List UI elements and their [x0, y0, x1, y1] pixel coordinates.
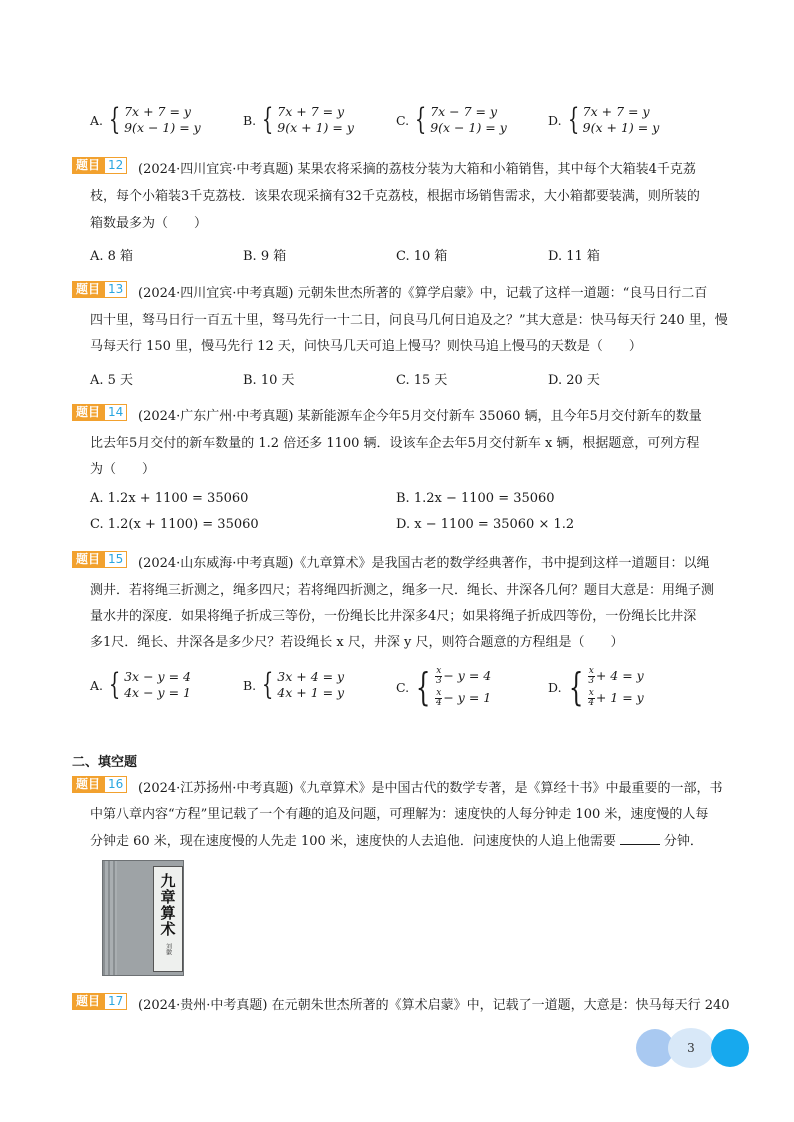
question-tag-17: 题目 17: [72, 993, 127, 1010]
brace-icon: {: [108, 667, 121, 702]
q12-option-a: A. 8 箱: [90, 249, 134, 264]
brace-icon: {: [568, 665, 583, 709]
q13-option-a: A. 5 天: [90, 373, 134, 388]
q12-option-d: D. 11 箱: [548, 249, 600, 264]
q11-option-c: C. { 7x − 7 = y 9(x − 1) = y: [396, 102, 507, 137]
q13-option-c: C. 15 天: [396, 373, 448, 388]
q15-option-d: D. { $\frac{x}{3}$ + 4 = y $\frac{x}{4}$ + 1 = y: [548, 665, 644, 709]
q12-line-1: (2024·四川宜宾·中考真题) 某果农将采摘的荔枝分装为大箱和小箱销售，其中每个大箱装4千克荔: [138, 162, 696, 177]
q12-line-3: 箱数最多为（ ）: [90, 216, 208, 231]
q11-option-d: D. { 7x + 7 = y 9(x + 1) = y: [548, 102, 660, 137]
q15-line-3: 量水井的深度．如果将绳子折成三等份，一份绳长比井深多4尺；如果将绳子折成四等份，一份绳长比井深: [90, 609, 697, 624]
question-tag-15: 题目 15: [72, 551, 127, 568]
q16-line-3: 分钟走 60 米，现在速度慢的人先走 100 米，速度快的人去追他．问速度快的人追上他需要 分钟．: [90, 834, 703, 849]
q14-option-c: C. 1.2(x + 1100) = 35060: [90, 517, 259, 532]
q16-line-1: (2024·江苏扬州·中考真题)《九章算术》是中国古代的数学专著，是《算经十书》中最重要的一部，书: [138, 781, 723, 796]
brace-icon: {: [414, 102, 427, 137]
page-number: 3: [687, 1041, 695, 1055]
q15-option-c: C. { $\frac{x}{3}$ − y = 4 $\frac{x}{4}$ − y = 1: [396, 665, 492, 709]
brace-icon: {: [567, 102, 579, 137]
question-tag-13: 题目 13: [72, 281, 127, 298]
q15-line-2: 测井．若将绳三折测之，绳多四尺；若将绳四折测之，绳多一尺．绳长、井深各几何？题目大意是：用绳子测: [90, 583, 715, 598]
question-tag-16: 题目 16: [72, 776, 127, 793]
q14-option-d: D. x − 1100 = 35060 × 1.2: [396, 517, 575, 532]
question-tag-14: 题目 14: [72, 404, 127, 421]
book-label: 九章算术 刘徽: [153, 866, 183, 972]
q14-line-1: (2024·广东广州·中考真题) 某新能源车企今年5月交付新车 35060 辆，且今年5月交付新车的数量: [138, 409, 702, 424]
brace-icon: {: [108, 102, 121, 137]
book-cover-image: [102, 860, 184, 976]
q17-line-1: (2024·贵州·中考真题) 在元朝朱世杰所著的《算术启蒙》中，记载了一道题，大意是：快马每天行 240: [138, 998, 730, 1013]
q13-line-2: 四十里，驽马日行一百五十里，驽马先行一十二日，问良马几何日追及之？”其大意是：快马每天行 240 里，慢: [90, 313, 728, 328]
book-binding: [103, 861, 117, 975]
brace-icon: {: [261, 667, 274, 702]
q12-option-c: C. 10 箱: [396, 249, 448, 264]
q14-option-b: B. 1.2x − 1100 = 35060: [396, 491, 555, 506]
brace-icon: {: [415, 665, 431, 709]
q14-line-3: 为（ ）: [90, 462, 156, 477]
q11-option-b: B. { 7x + 7 = y 9(x + 1) = y: [243, 102, 354, 137]
q13-option-b: B. 10 天: [243, 373, 295, 388]
brace-icon: {: [261, 102, 274, 137]
q15-line-4: 多1尺．绳长、井深各是多少尺？若设绳长 x 尺，井深 y 尺，则符合题意的方程组是（ ）: [90, 635, 624, 650]
q15-option-b: B. { 3x + 4 = y 4x + 1 = y: [243, 667, 345, 702]
q13-option-d: D. 20 天: [548, 373, 600, 388]
q13-line-1: (2024·四川宜宾·中考真题) 元朝朱世杰所著的《算学启蒙》中，记载了这样一道题：“良马日行二百: [138, 286, 708, 301]
q15-line-1: (2024·山东威海·中考真题)《九章算术》是我国古老的数学经典著作，书中提到这样一道题目：以绳: [138, 556, 710, 571]
q12-option-b: B. 9 箱: [243, 249, 287, 264]
question-tag-12: 题目 12: [72, 157, 127, 174]
answer-blank[interactable]: [620, 834, 660, 845]
q12-line-2: 枝，每个小箱装3千克荔枝．该果农现采摘有32千克荔枝，根据市场销售需求，大小箱都要装满，则所装的: [90, 189, 700, 204]
q14-line-2: 比去年5月交付的新车数量的 1.2 倍还多 1100 辆．设该车企去年5月交付新车 x 辆，根据题意，可列方程: [90, 436, 700, 451]
q15-option-a: A. { 3x − y = 4 4x − y = 1: [90, 667, 191, 702]
q16-line-2: 中第八章内容“方程”里记载了一个有趣的追及问题，可理解为：速度快的人每分钟走 100 米，速度慢的人每: [90, 807, 709, 822]
bubble-right: [711, 1029, 749, 1067]
q13-line-3: 马每天行 150 里，慢马先行 12 天，问快马几天可追上慢马？则快马追上慢马的天数是（ ）: [90, 339, 642, 354]
section-heading-fill-in: 二、填空题: [72, 755, 138, 770]
q14-option-a: A. 1.2x + 1100 = 35060: [90, 491, 249, 506]
q11-option-a: A. { 7x + 7 = y 9(x − 1) = y: [90, 102, 201, 137]
page-number-badge: [636, 1028, 752, 1068]
